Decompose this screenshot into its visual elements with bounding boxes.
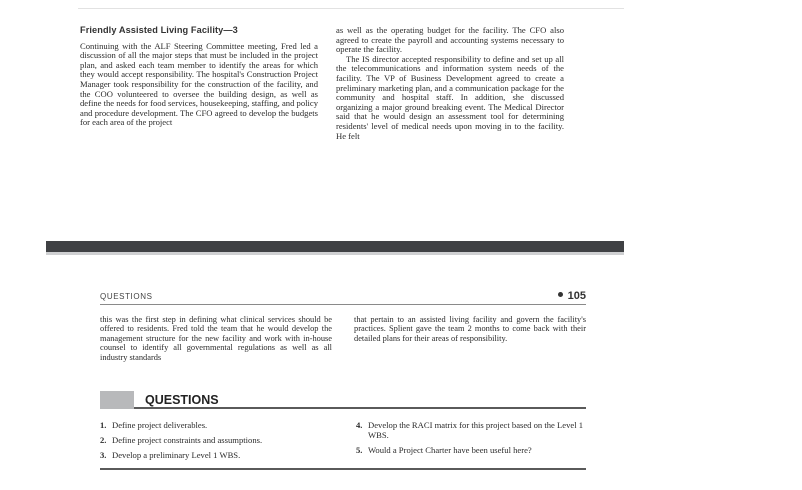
questions-list-left <box>100 420 340 465</box>
question-item <box>356 420 588 440</box>
page2-left-paragraph: this was the first step in defining what clinical services should be offered to residents. Fred told the team that he would develop the management structure for the new facility and work with in-house counsel to identify all governmental regulations as well as all industry standards <box>100 315 332 362</box>
bullet-icon <box>558 292 563 297</box>
questions-header <box>100 391 586 409</box>
question-text: Define project constraints and assumptions. <box>112 435 263 445</box>
question-text: Would a Project Charter have been useful here? <box>368 445 532 455</box>
questions-header-box <box>100 391 134 409</box>
running-head-label: QUESTIONS <box>100 292 153 301</box>
question-number: 1. <box>100 420 107 430</box>
question-text: Develop a preliminary Level 1 WBS. <box>112 450 241 460</box>
questions-title: QUESTIONS <box>145 393 219 407</box>
question-number: 4. <box>356 420 363 430</box>
question-text: Develop the RACI matrix for this project based on the Level 1 WBS. <box>368 420 584 440</box>
question-item <box>100 420 340 430</box>
page1-right-paragraph-2: The IS director accepted responsibility to define and set up all the telecommunications and information system needs of the facility. The VP of Business Development agreed to create a preliminary marketing plan, and a communication package for the community and hospital staff. In addition, she discussed organizing a major ground breaking event. The Medical Director said that he would design an assessment tool for determining residents' level of medical needs upon moving in to the facility. He felt <box>336 53 564 141</box>
page-number <box>558 290 586 302</box>
question-text: Define project deliverables. <box>112 420 208 430</box>
question-item <box>100 450 340 460</box>
page-number-value: 105 <box>567 290 586 302</box>
question-number: 2. <box>100 435 107 445</box>
question-item <box>100 435 340 445</box>
case-heading: Friendly Assisted Living Facility—3 <box>80 25 238 35</box>
top-page-rule <box>78 8 624 9</box>
questions-bottom-rule <box>100 468 586 470</box>
page1-left-paragraph: Continuing with the ALF Steering Committee meeting, Fred led a discussion of all the major steps that must be included in the project plan, and asked each team member to identify the areas for which they would accept responsibility. The hospital's Construction Project Manager took responsibility for the construction of the facility, and the COO volunteered to oversee the building design, as well as define the needs for food services, housekeeping, staffing, and policy and procedure development. The CFO agreed to develop the budgets for each area of the project <box>80 40 319 128</box>
page2-right-paragraph: that pertain to an assisted living facility and govern the facility's practices. Splient gave the team 2 months to come back with their detailed plans for their areas of responsibility. <box>354 315 586 343</box>
page1-right-paragraph-1: as well as the operating budget for the facility. The CFO also agreed to create the payroll and accounting systems necessary to operate the facility. <box>336 25 564 55</box>
page1-right-column <box>336 26 564 141</box>
page1-left-column <box>80 26 318 128</box>
question-item <box>356 445 588 455</box>
questions-list-right <box>356 420 588 460</box>
question-number: 5. <box>356 445 363 455</box>
page-break-shadow <box>46 252 624 255</box>
question-number: 3. <box>100 450 107 460</box>
running-head <box>100 290 586 304</box>
page-break-band <box>46 241 624 252</box>
running-head-rule <box>100 304 586 305</box>
